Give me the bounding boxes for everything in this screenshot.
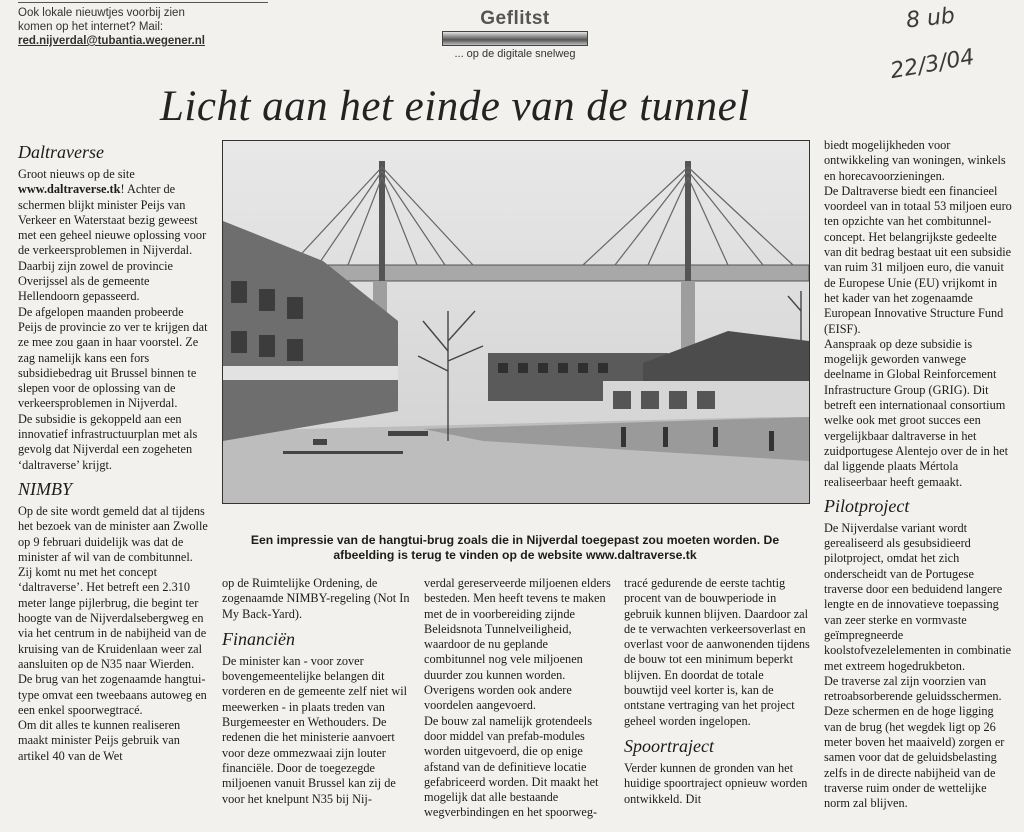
paragraph: verdal gereserveerde miljoenen elders besteden. Men heeft tevens te maken met de in voorbereiding zijnde Beleidsnota Tunnelveiligheid, waardoor de nu geplande combitunnel nog vele miljoenen duurder zou kunnen worden. Overigens worden ook andere voordelen aangevoerd. (424, 576, 611, 713)
paragraph: De minister kan - voor zover bovengemeentelijke belangen dit vorderen en de gemeente zelf niet wil meewerken - in plaats treden van Burgemeester en Wethouders. De redenen die het ministerie aanvoert voor deze ommezwaai zijn louter financiële. Door de toegezegde miljoenen vanuit Brussel kan zij de voor het knelpunt N35 bij Nij- (222, 653, 408, 806)
subheading-financien: Financiën (222, 628, 295, 649)
top-rule (18, 2, 268, 3)
subheading-nimby: NIMBY (18, 478, 72, 499)
promo-email-link[interactable]: red.nijverdal@tubantia.wegener.nl (18, 35, 205, 47)
rubric-bar (442, 31, 588, 46)
paragraph: De afgelopen maanden probeerde Peijs de provincie zo ver te krijgen dat ze mee zou gaan in haar voorstel. Ze zag namelijk kans een fors subsidiebedrag uit Brussel binnen te slepen voor de oplossing van de verkeersproblemen in Nijverdal. (18, 304, 208, 411)
promo-text: Ook lokale nieuwtjes voorbij zien komen op het internet? Mail: (18, 7, 185, 33)
bridge-impression-photo (222, 140, 810, 504)
website-link[interactable]: www.daltraverse.tk (18, 182, 121, 197)
column-4 (624, 576, 810, 807)
paragraph (18, 167, 208, 305)
text: Groot nieuws op de site (18, 167, 135, 181)
paragraph: Om dit alles te kunnen realiseren maakt minister Peijs gebruik van artikel 40 van de Wet (18, 718, 181, 763)
text: ! Achter de schermen blijkt minister Peijs van Verkeer en Waterstaat bezig geweest met een geheel nieuwe oplossing voor de verkeersproblemen in Nijverdal. Daarbij zijn zowel de provincie Overijssel als de gemeente Hellendoorn gepasseerd. (18, 182, 207, 304)
email-promo (18, 6, 218, 48)
paragraph: De subsidie is gekoppeld aan een innovatief infrastructuurplan met als gevolg dat Nijverdal een zogeheten ‘daltraverse’ krijgt. (18, 411, 198, 472)
paragraph: Verder kunnen de gronden van het huidige spoortraject opnieuw worden ontwikkeld. Dit (624, 760, 808, 806)
handwritten-date: 22/3/04 (888, 44, 977, 85)
column-5 (824, 138, 1014, 811)
rubric-banner (440, 8, 590, 60)
rubric-label: Geflitst (480, 8, 550, 29)
paragraph: tracé gedurende de eerste tachtig procent van de bouwperiode in gebruik kunnen blijven. Daardoor zal de te verwachten verkeersoverlast en overlast voor de aanwonenden tijdens de bouw tot een minimum beperkt blijven. En doordat de totale bouwtijd veel korter is, kan de ontstane vertraging van het project geheel worden ingelopen. (624, 576, 810, 728)
column-2 (222, 576, 412, 807)
paragraph: De Nijverdalse variant wordt gerealiseerd als gesubsidieerd pilotproject, omdat het zich onderscheidt van de Portugese traverse door een beduidend langere lengte en de innovatieve toepassing van zeer sterke en vormvaste geïmpregneerde koolstofvezelelementen in combinatie met extreem hogedrukbeton. (824, 520, 1012, 673)
paragraph: Aanspraak op deze subsidie is mogelijk geworden vanwege deelname in Global Reinforcement Infrastructure Group (GRIG). Dit betreft een internationaal consortium welke ook met groot succes een vergelijkbaar daltraverse in het zuidportugese Alentejo over de in het dal liggende plaats Mértola realiseerbaar heeft gemaakt. (824, 336, 1009, 489)
subheading-daltraverse: Daltraverse (18, 142, 104, 162)
rubric-tagline: ... op de digitale snelweg (454, 48, 576, 60)
column-3 (424, 576, 612, 821)
photo-caption: Een impressie van de hangtui-brug zoals die in Nijverdal toegepast zou moeten worden. De afbeelding is terug te vinden op de website www.daltraverse.tk (250, 533, 780, 562)
paragraph: De traverse zal zijn voorzien van retroabsorberende geluidsschermen. Deze schermen en de hoge ligging van de brug (het wegdek ligt op 26 meter boven het maaiveld) zorgen er samen voor dat de geluidsbelasting zelfs in de directe nabijheid van de traverse ruim onder de wettelijke norm zal blijven. (824, 673, 1005, 811)
handwritten-note: 8 ub (904, 3, 957, 34)
subheading-spoortraject: Spoortraject (624, 735, 714, 756)
article-headline: Licht aan het einde van de tunnel (160, 83, 750, 130)
bridge-illustration (223, 141, 809, 503)
column-1 (18, 141, 208, 764)
subheading-pilotproject: Pilotproject (824, 495, 910, 516)
paragraph: De Daltraverse biedt een financieel voordeel van in totaal 53 miljoen euro ten opzichte van het combitunnel-concept. Het belangrijkste gedeelte van dit bedrag bestaat uit een subsidie van ruim 31 miljoen euro, die vanuit de Europese Unie (EU) vrijkomt in het kader van het zogenaamde European Innovative Structure Fund (EISF). (824, 183, 1012, 336)
paragraph: De bouw zal namelijk grotendeels door middel van prefab-modules worden uitgevoerd, die op enige afstand van de definitieve locatie gefabriceerd worden. Dit maakt het mogelijk dat alle bestaande wegverbindingen en het spoorweg- (424, 713, 599, 820)
paragraph: biedt mogelijkheden voor ontwikkeling van woningen, winkels en horecavoorzieningen. (824, 138, 1006, 183)
paragraph: op de Ruimtelijke Ordening, de zogenaamde NIMBY-regeling (Not In My Back-Yard). (222, 576, 410, 621)
paragraph: Op de site wordt gemeld dat al tijdens het bezoek van de minister aan Zwolle op 9 februari duidelijk was dat de minister af wil van de combitunnel. Zij komt nu met het concept ‘daltraverse’. Het betreft een 2.310 meter lange pijlerbrug, die begint ter hoogte van de Nijverdalsebergweg en via het centrum in de nabijheid van de kruising van de Kruidenlaan weer zal aansluiten op de N35 naar Wierden. De brug van het zogenaamde hangtui-type omvat een tweebaans autoweg en een enkel spoorwegtracé. (18, 503, 208, 717)
